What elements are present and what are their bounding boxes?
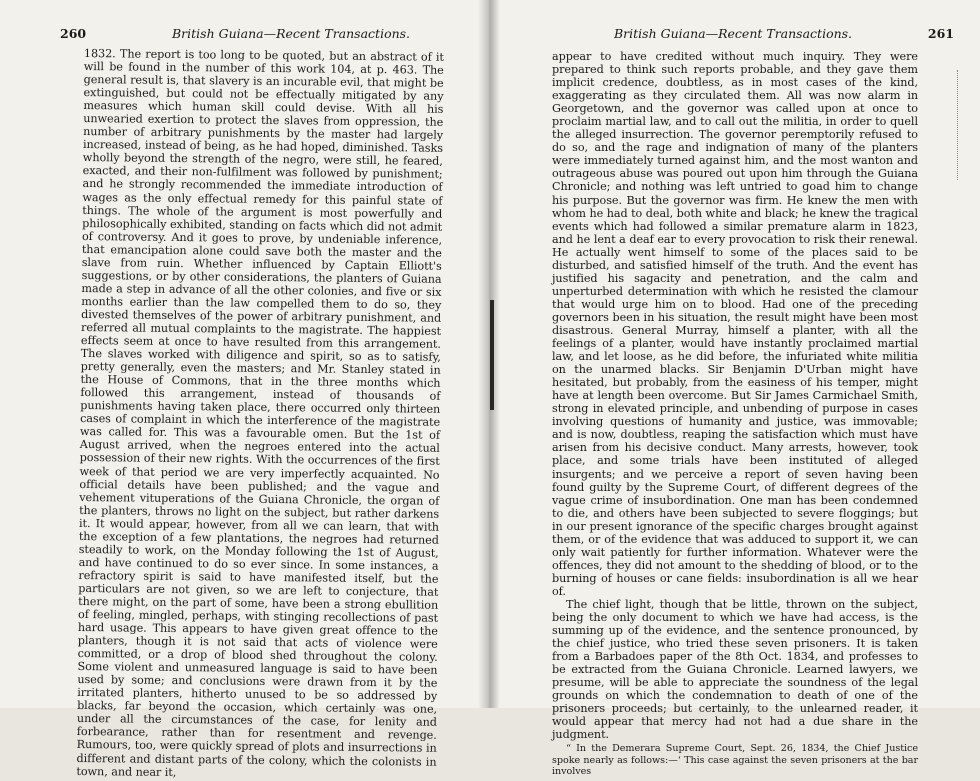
left-running-head: British Guiana—Recent Transactions. bbox=[172, 26, 411, 41]
right-paragraph-2: The chief light, though that be little, thrown on the subject, being the only document to which we have had access, is the summing up of the evidence, and the sentence pronounced, by the chief justice, who tried these seven prisoners. It is taken from a Barbadoes paper of the 8th Oct. 1834, and professes to be extracted from the Guiana Chronicle. Learned lawyers, we presume, will be able to appreciate the soundness of the legal grounds on which the condemnation to death of one of the prisoners proceeds; but certainly, to the unlearned reader, it would appear that mercy had not had a due share in the judgment. bbox=[552, 597, 918, 742]
footnote: “ In the Demerara Supreme Court, Sept. 26, 1834, the Chief Justice spoke nearly as follows:—‘ This case against the seven prisoners at the bar involves bbox=[552, 743, 918, 778]
right-running-head: British Guiana—Recent Transactions. bbox=[614, 26, 853, 41]
margin-pencil-mark bbox=[957, 70, 972, 180]
right-page bbox=[490, 0, 980, 778]
left-page-number: 260 bbox=[60, 26, 87, 41]
right-page-body bbox=[552, 50, 918, 778]
right-paragraph-1: appear to have credited without much inquiry. They were prepared to think such reports probable, and they gave them implicit credence, doubtless, as in most cases of the kind, exaggerating as they circulated them. All was now alarm in Georgetown, and the governor was called upon at once to proclaim martial law, and to call out the militia, in order to quell the alleged insurrection. The governor peremptorily refused to do so, and the rage and indignation of many of the planters were immediately turned against him, and the most wanton and outrageous abuse was poured out upon him through the Guiana Chronicle; and nothing was left untried to goad him to change his purpose. But the governor was firm. He knew the men with whom he had to deal, both white and black; he knew the tragical events which had followed a similar premature alarm in 1823, and he lent a deaf ear to every provocation to risk their renewal. He actually went himself to some of the places said to be disturbed, and satisfied himself of the truth. And the event has justified his sagacity and penetration, and the calm and unperturbed determination with which he resisted the clamour that would urge him on to blood. Had one of the preceding governors been in his situation, the result might have been most disastrous. General Murray, himself a planter, with all the feelings of a planter, would have instantly proclaimed martial law, and let loose, as he did before, the infuriated white militia on the unarmed blacks. Sir Benjamin D'Urban might have hesitated, but probably, from the easiness of his temper, might have at length been overcome. But Sir James Carmichael Smith, strong in elevated principle, and unbending of purpose in cases involving questions of humanity and justice, was immovable; and is now, doubtless, reaping the satisfaction which must have arisen from his decisive conduct. Many arrests, however, took place, and some trials have been instituted of alleged insurgents; and we perceive a report of seven having been found guilty by the Supreme Court, of different degrees of the vague crime of insubordination. One man has been condemned to die, and others have been subjected to severe floggings; but in our present ignorance of the specific charges brought against them, or of the evidence that was adduced to support it, we can only wait patiently for further information. Whatever were the offences, they did not amount to the shedding of blood, or to the burning of houses or cane fields: insubordination is all we hear of. bbox=[552, 50, 918, 598]
left-page bbox=[0, 0, 490, 779]
gutter-shadow-mark bbox=[490, 300, 494, 410]
left-page-body bbox=[76, 47, 444, 781]
right-page-number: 261 bbox=[927, 26, 954, 41]
book-gutter bbox=[478, 0, 500, 708]
left-paragraph-1: 1832. The report is too long to be quoted, but an abstract of it will be found in the number of this work 104, at p. 463. The general result is, that slavery is an incurable evil, that might be extinguished, but could not be effectually mitigated by any measures which human skill could devise. With all his unwearied exertion to protect the slaves from oppression, the number of arbitrary punishments by the master had largely increased, instead of being, as he had hoped, diminished. Tasks wholly beyond the strength of the negro, were still, he feared, exacted, and their non-fulfilment was followed by punishment; and he strongly recommended the immediate introduction of wages as the only effectual remedy for this painful state of things. The whole of the argument is most powerfully and philosophically exhibited, standing on facts which did not admit of controversy. And it goes to prove, by undeniable inference, that emancipation alone could save both the master and the slave from ruin. Whether influenced by Captain Elliott's suggestions, or by other considerations, the planters of Guiana made a step in advance of all the other colonies, and five or six months earlier than the law compelled them to do so, they divested themselves of the power of arbitrary punishment, and referred all mutual complaints to the magistrate. The happiest effects seem at once to have resulted from this arrangement. The slaves worked with diligence and spirit, so as to satisfy, pretty generally, even the masters; and Mr. Stanley stated in the House of Commons, that in the three months which followed this arrangement, instead of thousands of punishments having taken place, there occurred only thirteen cases of complaint in which the interference of the magistrate was called for. This was a favourable omen. But the 1st of August arrived, when the negroes entered into the actual possession of their new rights. With the occurrences of the first week of that period we are very imperfectly acquainted. No official details have been published; and the vague and vehement vituperations of the Guiana Chronicle, the organ of the planters, throws no light on the subject, but rather darkens it. It would appear, however, from all we can learn, that with the exception of a few plantations, the negroes had returned steadily to work, on the Monday following the 1st of August, and have continued to do so ever since. In some instances, a refractory spirit is said to have manifested itself, but the particulars are not given, so we are left to conjecture, that there might, on the part of some, have been a strong ebullition of feeling, mingled, perhaps, with stinging recollections of past hard usage. This appears to have given great offence to the planters, though it is not said that acts of violence were committed, or a drop of blood shed throughout the colony. Some violent and unmeasured language is said to have been used by some; and conclusions were drawn from it by the irritated planters, hitherto unused to be so addressed by blacks, far beyond the occasion, which certainly was one, under all the circumstances of the case, for lenity and forbearance, rather than for resentment and revenge. Rumours, too, were quickly spread of plots and insurrections in different and distant parts of the colony, which the colonists in town, and near it, bbox=[76, 47, 444, 779]
